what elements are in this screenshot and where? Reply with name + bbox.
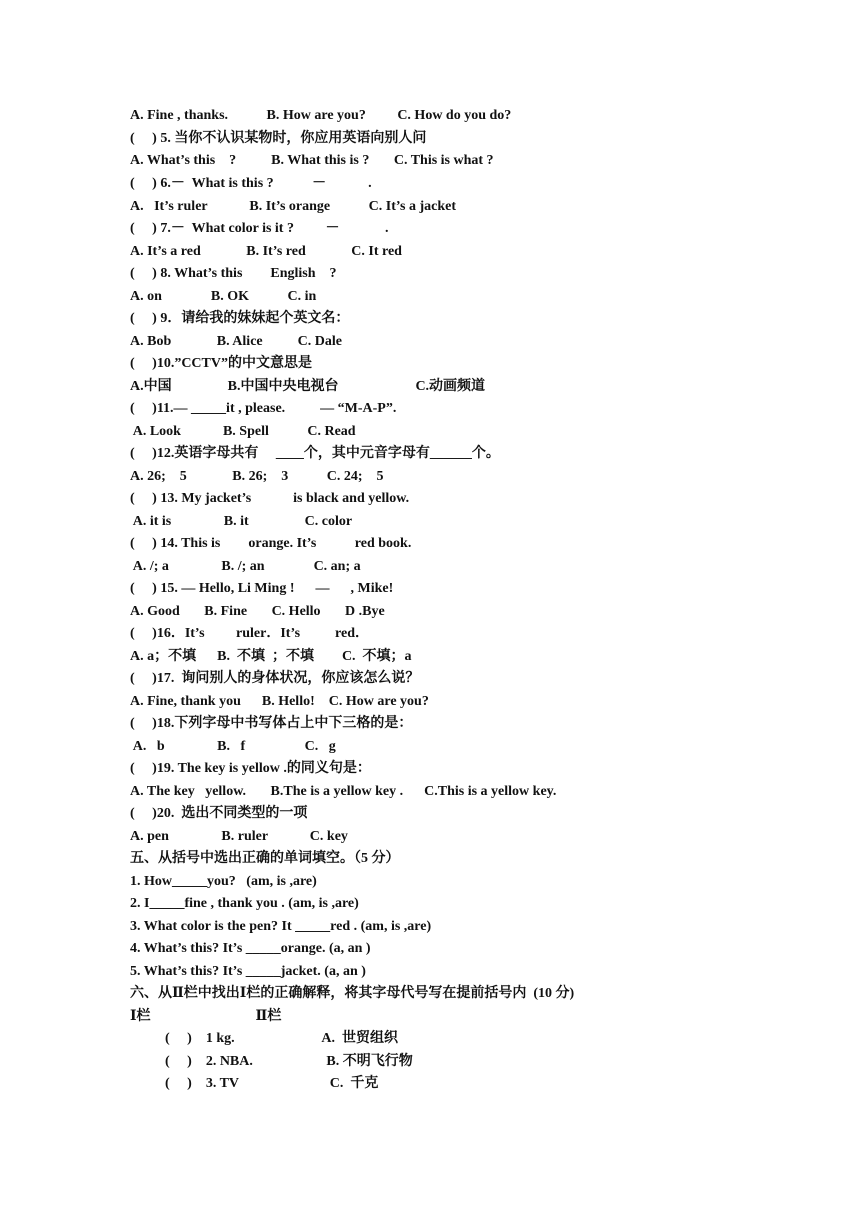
q19-question: ( )19. The key is yellow .的同义句是： [130,761,371,776]
q7-question: ( ) 7.－ What color is it ? － . [130,221,389,236]
fill-item-2: 2. I_____fine , thank you . (am, is ,are) [130,896,359,911]
q11-question: ( )11.— _____it , please. — “M-A-P”. [130,401,397,416]
q9-options: A. Bob B. Alice C. Dale [130,334,342,349]
section-6-heading: 六、从Ⅱ栏中找出Ⅰ栏的正确解释，将其字母代号写在提前括号内 (10 分) [130,986,575,1001]
fill-item-5: 5. What’s this? It’s _____jacket. (a, an ) [130,964,366,979]
q19-options: A. The key yellow. B.The is a yellow key . C.This is a yellow key. [130,784,557,799]
match-row-3: ( ) 3. TV C. 千克 [130,1076,379,1091]
match-row-2: ( ) 2. NBA. B. 不明飞行物 [130,1054,413,1069]
q18-question: ( )18.下列字母中书写体占上中下三格的是： [130,716,413,731]
q15-options: A. Good B. Fine C. Hello D .Bye [130,604,385,619]
q12-question: ( )12.英语字母共有 ____个，其中元音字母有______个。 [130,446,500,461]
q6-options: A. It’s ruler B. It’s orange C. It’s a jacket [130,199,456,214]
q8-options: A. on B. OK C. in [130,289,317,304]
fill-item-3: 3. What color is the pen? It _____red . (am, is ,are) [130,919,432,934]
section-5-heading: 五、从括号中选出正确的单词填空。（5 分） [130,851,400,866]
q12-options: A. 26; 5 B. 26; 3 C. 24; 5 [130,469,384,484]
match-row-1: ( ) 1 kg. A. 世贸组织 [130,1031,398,1046]
q15-question: ( ) 15. — Hello, Li Ming ! — , Mike! [130,581,394,596]
q20-question: ( )20. 选出不同类型的一项 [130,806,308,821]
q8-question: ( ) 8. What’s this English ? [130,266,337,281]
q6-question: ( ) 6.－ What is this ? － . [130,176,372,191]
q7-options: A. It’s a red B. It’s red C. It red [130,244,402,259]
q9-question: ( ) 9．请给我的妹妹起个英文名： [130,311,350,326]
q18-options: A. b B. f C. g [130,739,336,754]
q11-options: A. Look B. Spell C. Read [130,424,356,439]
q10-options: A.中国 B.中国中央电视台 C.动画频道 [130,379,486,394]
q5-options: A. What’s this ? B. What this is ? C. This is what ? [130,153,494,168]
q10-question: ( )10.”CCTV”的中文意思是 [130,356,312,371]
q16-question: ( )16．It’s ruler．It’s red． [130,626,370,641]
fill-item-1: 1. How_____you? (am, is ,are) [130,874,317,889]
q4-options: A. Fine , thanks. B. How are you? C. How do you do? [130,108,512,123]
q14-options: A. /; a B. /; an C. an; a [130,559,361,574]
q13-options: A. it is B. it C. color [130,514,353,529]
q17-question: ( )17. 询问别人的身体状况，你应该怎么说？ [130,671,420,686]
q5-question: ( ) 5. 当你不认识某物时，你应用英语向别人问 [130,131,427,146]
q16-options: A. a；不填 B. 不填 ；不填 C. 不填；a [130,649,412,664]
match-column-headers: Ⅰ栏 Ⅱ栏 [130,1009,282,1024]
q13-question: ( ) 13. My jacket’s is black and yellow. [130,491,410,506]
q20-options: A. pen B. ruler C. key [130,829,348,844]
q14-question: ( ) 14. This is orange. It’s red book. [130,536,412,551]
q17-options: A. Fine, thank you B. Hello! C. How are you? [130,694,429,709]
fill-item-4: 4. What’s this? It’s _____orange. (a, an ) [130,941,371,956]
